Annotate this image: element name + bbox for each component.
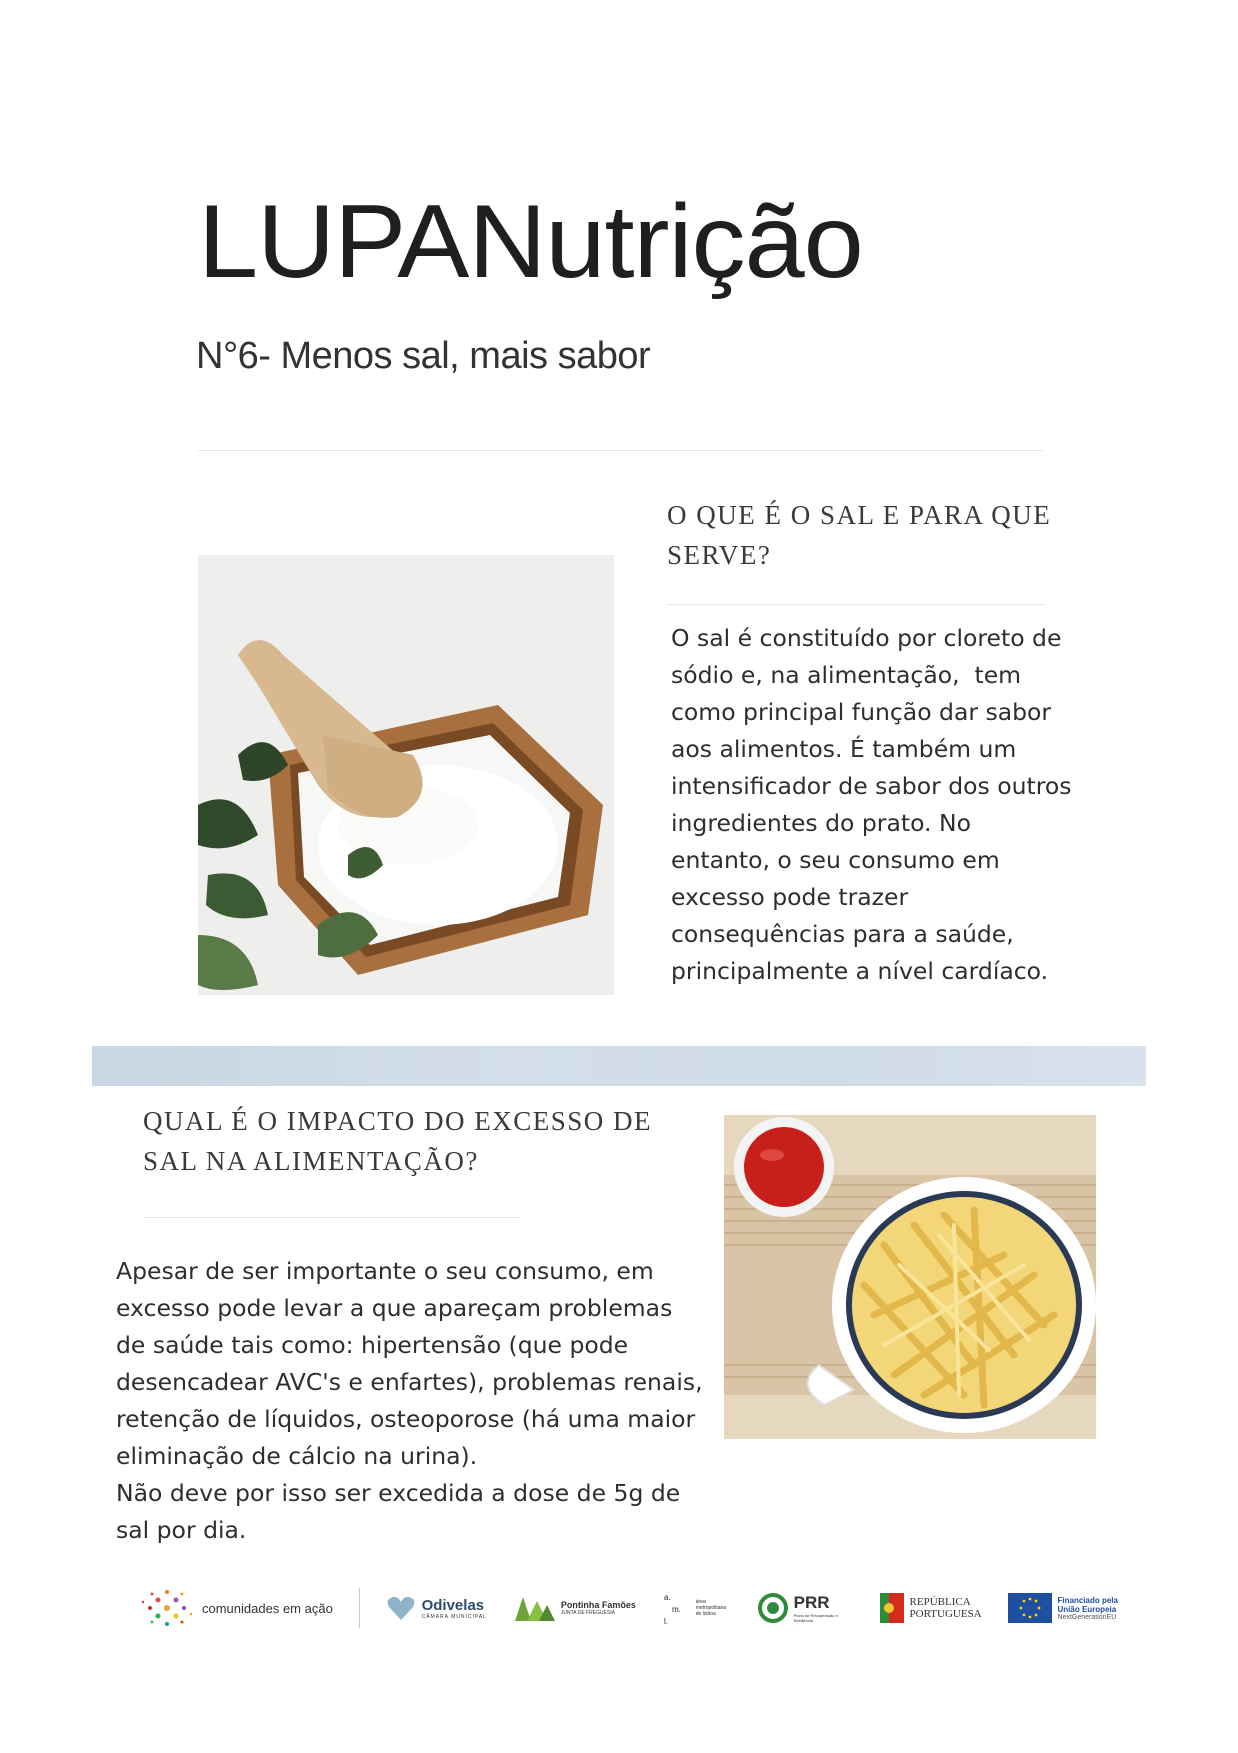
- footer-logos: [138, 1578, 1118, 1638]
- pontinha-bridge-icon: [513, 1593, 555, 1623]
- section2-divider: [143, 1217, 521, 1218]
- eu-line1: Financiado pela: [1057, 1595, 1118, 1605]
- body-line: como principal função dar sabor: [671, 698, 1052, 726]
- logo-separator: [359, 1588, 360, 1628]
- odivelas-name: Odivelas: [421, 1596, 485, 1614]
- body-line: entanto, o seu consumo em: [671, 846, 1000, 874]
- svg-text:l.: l.: [663, 1617, 668, 1626]
- fries-illustration: [724, 1115, 1096, 1439]
- prr-sub: Plano de Recuperação e Resiliência: [793, 1613, 838, 1623]
- eu-flag-icon: [1008, 1593, 1052, 1623]
- odivelas-logo: [386, 1594, 487, 1622]
- comunidades-logo: [138, 1582, 333, 1634]
- aml-text: área metropolitana de lisboa: [695, 1599, 727, 1617]
- page-title: LUPANutrição: [198, 184, 863, 300]
- aml-dots-icon: [662, 1590, 690, 1626]
- portugal-flag-icon: [880, 1593, 904, 1623]
- section2-heading-line2: SAL NA ALIMENTAÇÃO?: [143, 1146, 479, 1176]
- salt-bowl-illustration: [198, 555, 614, 995]
- pontinha-name: Pontinha Famões: [560, 1600, 636, 1610]
- section1-heading-line1: O QUE É O SAL E PARA QUE: [667, 500, 1052, 530]
- odivelas-sub: CÂMARA MUNICIPAL: [421, 1613, 487, 1620]
- body-line: intensificador de sabor dos outros: [671, 772, 1072, 800]
- page-subtitle: N°6- Menos sal, mais sabor: [196, 335, 651, 377]
- comunidades-text: comunidades em ação: [202, 1600, 333, 1616]
- section1-divider: [667, 604, 1045, 605]
- svg-text:m.: m.: [671, 1605, 681, 1614]
- body-line: eliminação de cálcio na urina).: [116, 1442, 478, 1470]
- body-line: Não deve por isso ser excedida a dose de 5g de: [116, 1479, 681, 1507]
- body-line: excesso pode levar a que apareçam problemas: [116, 1294, 673, 1322]
- fries-image: [724, 1115, 1096, 1439]
- eu-line3: NextGenerationEU: [1057, 1613, 1117, 1621]
- section1-heading-line2: SERVE?: [667, 540, 772, 570]
- prr-circle-icon: [758, 1593, 788, 1623]
- republica-logo: [880, 1593, 982, 1623]
- salt-bowl-image: [198, 555, 614, 995]
- republica-line1: REPÚBLICA: [909, 1596, 971, 1608]
- aml-logo: [662, 1590, 732, 1626]
- eu-line2: União Europeia: [1057, 1604, 1117, 1614]
- section2-body: [116, 1253, 716, 1549]
- section2-heading-line1: QUAL É O IMPACTO DO EXCESSO DE: [143, 1106, 653, 1136]
- body-line: de saúde tais como: hipertensão (que pode: [116, 1331, 629, 1359]
- odivelas-heart-icon: [386, 1594, 416, 1622]
- body-line: O sal é constituído por cloreto de: [671, 624, 1062, 652]
- pontinha-sub: JUNTA DE FREGUESIA: [560, 1610, 615, 1616]
- svg-text:a.: a.: [663, 1593, 671, 1602]
- section1-body: [671, 620, 1111, 990]
- body-line: retenção de líquidos, osteoporose (há uma maior: [116, 1405, 696, 1433]
- section-band: [92, 1046, 1146, 1086]
- body-line: ingredientes do prato. No: [671, 809, 971, 837]
- body-line: Apesar de ser importante o seu consumo, em: [116, 1257, 654, 1285]
- pontinha-logo: [513, 1593, 636, 1623]
- republica-line2: PORTUGUESA: [909, 1608, 982, 1620]
- body-line: excesso pode trazer: [671, 883, 909, 911]
- body-line: aos alimentos. É também um: [671, 735, 1017, 763]
- body-line: sódio e, na alimentação, tem: [671, 661, 1022, 689]
- eu-logo: [1008, 1593, 1118, 1623]
- prr-name: PRR: [793, 1593, 830, 1612]
- divider: [198, 450, 1043, 451]
- body-line: sal por dia.: [116, 1516, 247, 1544]
- body-line: principalmente a nível cardíaco.: [671, 957, 1049, 985]
- prr-logo: [758, 1593, 854, 1623]
- body-line: consequências para a saúde,: [671, 920, 1014, 948]
- comunidades-dots-icon: [138, 1582, 196, 1634]
- body-line: desencadear AVC's e enfartes), problemas renais,: [116, 1368, 703, 1396]
